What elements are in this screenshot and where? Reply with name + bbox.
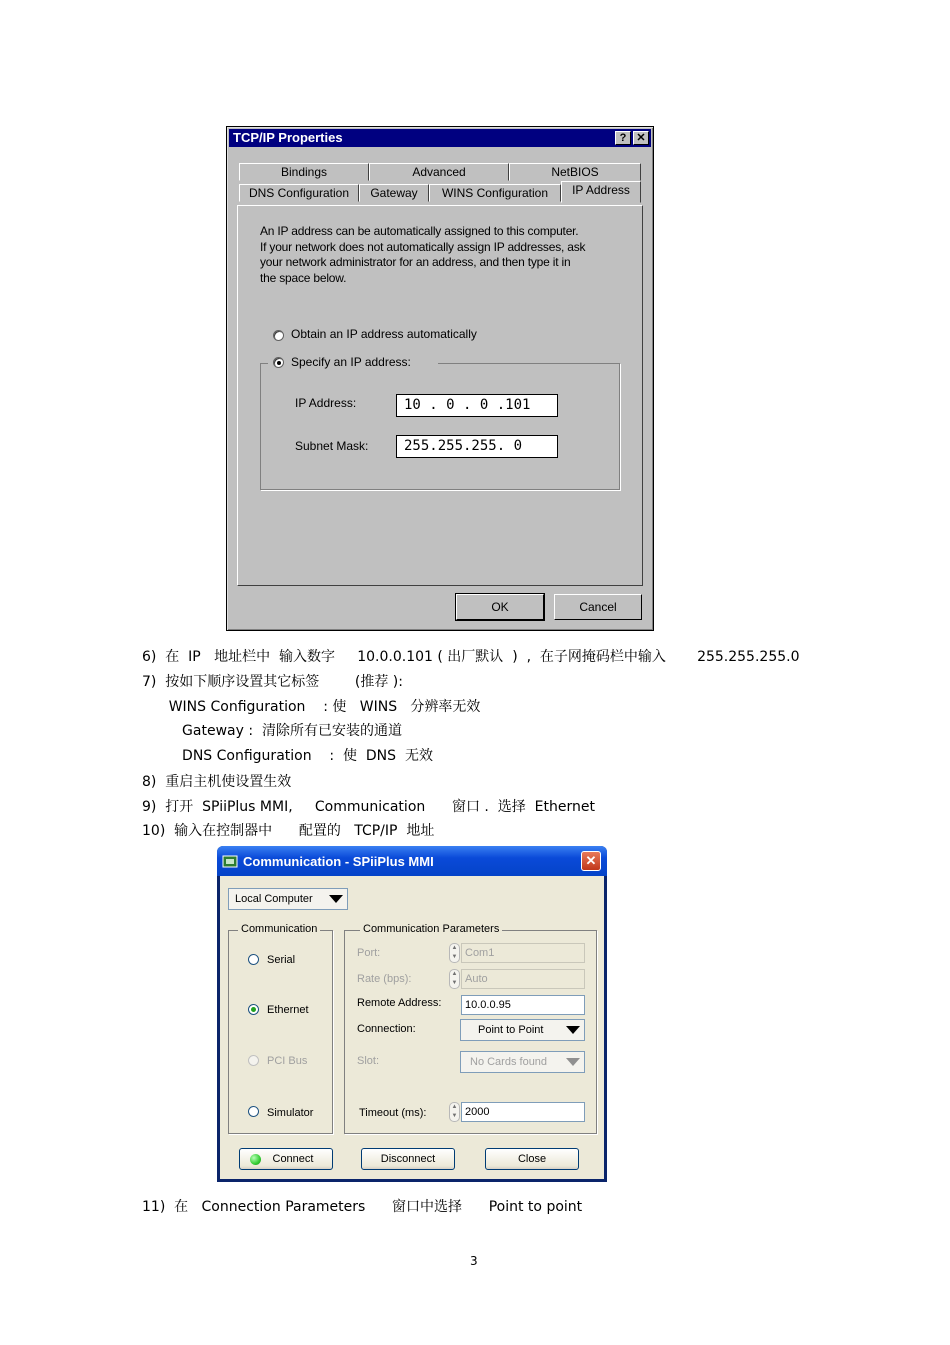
close-icon[interactable]: ✕ xyxy=(581,851,601,871)
instruction-line: 9) 打开 SPiiPlus MMI, Communication 窗口 . 选择 Ethernet xyxy=(142,799,595,815)
description-line: If your network does not automatically assign IP addresses, ask xyxy=(260,239,586,254)
ok-button[interactable]: OK xyxy=(456,594,544,620)
tcpip-properties-dialog xyxy=(226,126,654,631)
specify-ip-group xyxy=(260,363,620,490)
rate-spinner: ▲ ▼ xyxy=(449,969,460,989)
instruction-line: Gateway : 清除所有已安装的通道 xyxy=(142,723,402,739)
instruction-line: 6) 在 IP 地址栏中 输入数字 10.0.0.101 ( 出厂默认 ) , 在子网掩码栏中输入 255.255.255.0 xyxy=(142,649,800,665)
description-line: An IP address can be automatically assigned to this computer. xyxy=(260,224,579,238)
title-bar xyxy=(217,846,607,876)
connection-status-icon xyxy=(250,1154,261,1165)
chevron-down-icon xyxy=(566,1026,580,1034)
parameters-group-title: Communication Parameters xyxy=(360,923,502,935)
connection-value: Point to Point xyxy=(478,1024,544,1036)
connection-dropdown[interactable] xyxy=(460,1019,585,1041)
tab-advanced[interactable]: Advanced xyxy=(369,163,509,181)
port-label: Port: xyxy=(357,947,381,959)
simulator-label: Simulator xyxy=(267,1107,314,1119)
obtain-ip-label: Obtain an IP address automatically xyxy=(291,327,477,341)
tab-netbios[interactable]: NetBIOS xyxy=(509,163,641,181)
instruction-line: DNS Configuration : 使 DNS 无效 xyxy=(142,748,433,764)
specify-ip-label: Specify an IP address: xyxy=(291,355,411,369)
cancel-button[interactable]: Cancel xyxy=(554,594,642,620)
instruction-line: 10) 输入在控制器中 配置的 TCP/IP 地址 xyxy=(142,823,435,839)
simulator-radio[interactable] xyxy=(248,1106,259,1117)
communication-group-title: Communication xyxy=(238,923,320,935)
slot-label: Slot: xyxy=(357,1055,380,1067)
tab-bindings[interactable]: Bindings xyxy=(239,163,369,181)
instruction-line: 11) 在 Connection Parameters 窗口中选择 Point to point xyxy=(142,1199,583,1215)
serial-label: Serial xyxy=(267,954,296,966)
pci-bus-label: PCI Bus xyxy=(267,1055,308,1067)
obtain-ip-radio[interactable] xyxy=(273,330,284,341)
title-bar xyxy=(229,129,651,147)
dialog-title: Communication - SPiiPlus MMI xyxy=(243,854,434,869)
timeout-spinner[interactable]: ▲ ▼ xyxy=(449,1102,460,1122)
communication-dialog xyxy=(217,846,607,1182)
connect-button[interactable] xyxy=(239,1148,333,1170)
slot-dropdown[interactable] xyxy=(460,1051,585,1073)
pci-bus-radio[interactable] xyxy=(248,1055,259,1066)
slot-value: No Cards found xyxy=(470,1056,548,1068)
serial-radio[interactable] xyxy=(248,954,259,965)
rate-input[interactable]: Auto xyxy=(461,969,585,989)
tab-gateway[interactable]: Gateway xyxy=(359,184,429,202)
timeout-label: Timeout (ms): xyxy=(359,1107,427,1119)
target-value: Local Computer xyxy=(235,893,313,905)
port-spinner: ▲ ▼ xyxy=(449,943,460,963)
target-dropdown[interactable] xyxy=(228,888,348,910)
connection-label: Connection: xyxy=(357,1023,416,1035)
subnet-mask-label: Subnet Mask: xyxy=(295,439,369,453)
port-input[interactable]: Com1 xyxy=(461,943,585,963)
disconnect-button[interactable]: Disconnect xyxy=(361,1148,455,1170)
dialog-title: TCP/IP Properties xyxy=(233,130,343,145)
chevron-down-icon xyxy=(566,1058,580,1066)
instruction-line: 7) 按如下顺序设置其它标签 (推荐 ): xyxy=(142,674,403,690)
chevron-down-icon xyxy=(329,895,343,903)
subnet-mask-input[interactable]: 255.255.255. 0 xyxy=(396,435,558,458)
connect-label: Connect xyxy=(272,1153,314,1165)
remote-address-input[interactable]: 10.0.0.95 xyxy=(461,995,585,1015)
dialog-client-area xyxy=(220,876,604,1179)
ethernet-radio[interactable] xyxy=(248,1004,259,1015)
tab-wins-configuration[interactable]: WINS Configuration xyxy=(429,184,561,202)
remote-address-label: Remote Address: xyxy=(357,997,442,1009)
timeout-input[interactable]: 2000 xyxy=(461,1102,585,1122)
close-button[interactable]: ✕ xyxy=(633,131,649,145)
description-line: the space below. xyxy=(260,270,347,285)
description-text xyxy=(260,224,585,286)
description-line: your network administrator for an address, and then type it in xyxy=(260,255,571,269)
specify-ip-radio[interactable] xyxy=(273,357,284,368)
tab-dns-configuration[interactable]: DNS Configuration xyxy=(239,184,359,202)
ip-address-input[interactable]: 10 . 0 . 0 .101 xyxy=(396,394,558,417)
ethernet-label: Ethernet xyxy=(267,1004,309,1016)
ip-address-label: IP Address: xyxy=(295,396,357,410)
help-button[interactable]: ? xyxy=(615,131,631,145)
close-button[interactable]: Close xyxy=(485,1148,579,1170)
instruction-line: 8) 重启主机使设置生效 xyxy=(142,774,292,790)
app-icon xyxy=(222,853,238,869)
instruction-line: WINS Configuration : 使 WINS 分辨率无效 xyxy=(142,699,481,715)
page-number: 3 xyxy=(470,1254,478,1268)
ip-address-panel xyxy=(237,205,643,586)
rate-label: Rate (bps): xyxy=(357,973,412,985)
tab-ip-address[interactable]: IP Address xyxy=(561,181,641,203)
